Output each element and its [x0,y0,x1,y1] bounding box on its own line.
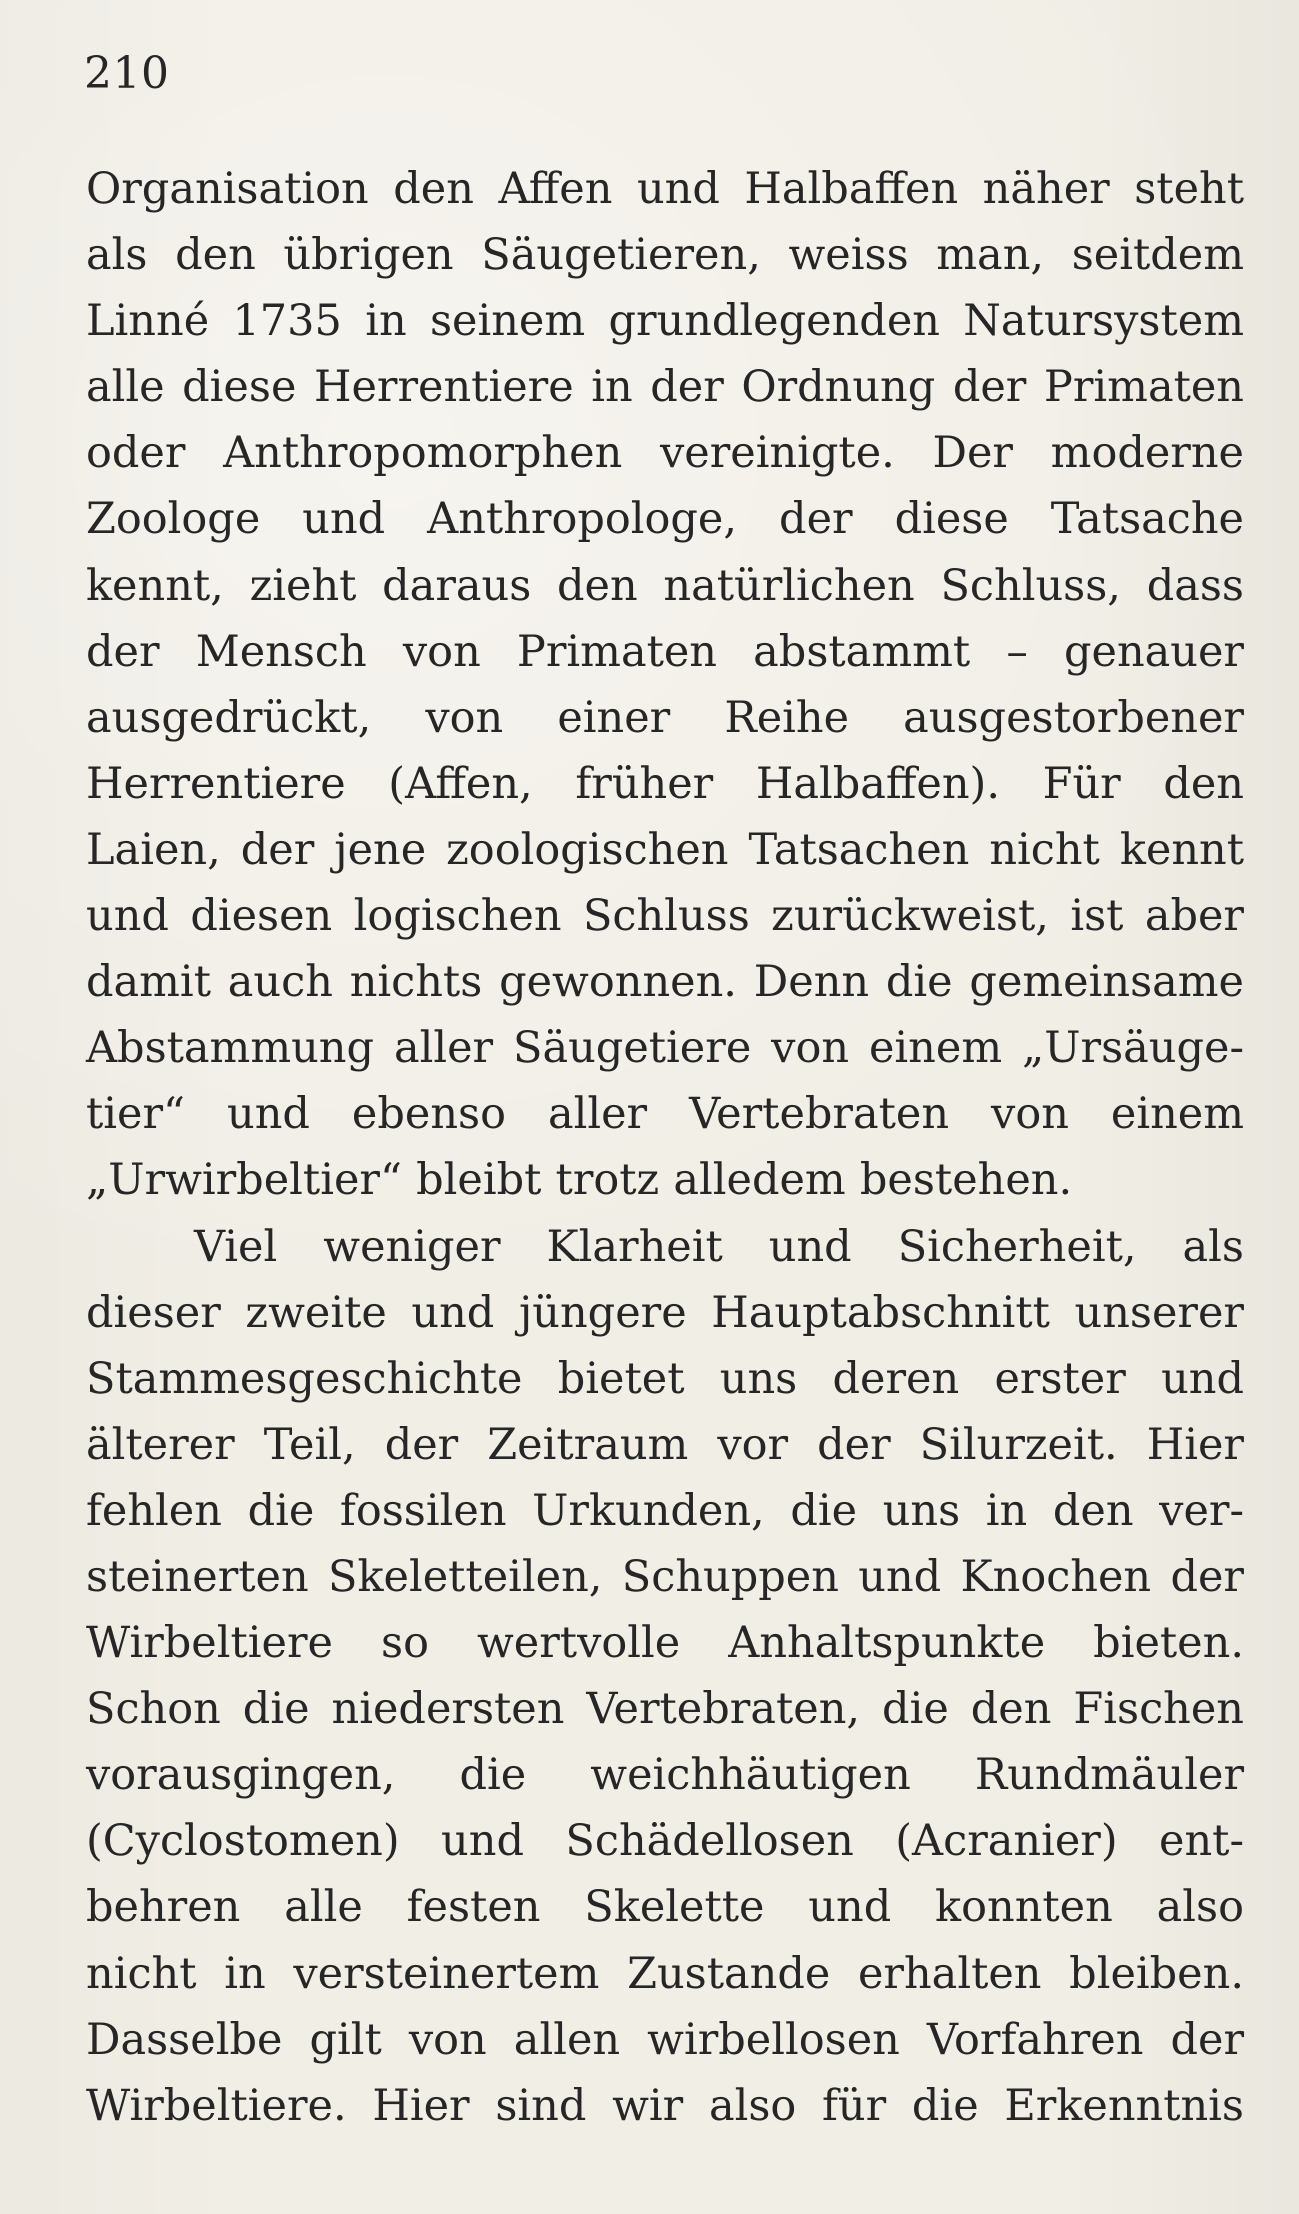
text-line: Herrentiere (Affen, früher Halbaffen). Für den [86,758,1244,809]
text-line: Wirbeltiere so wertvolle Anhaltspunkte bieten. [86,1618,1244,1669]
text-line: behren alle festen Skelette und konnten also [86,1882,1244,1933]
text-line: Abstammung aller Säugetiere von einem „Ursäuge- [86,1023,1244,1074]
text-line: „Urwirbeltier“ bleibt trotz alledem bestehen. [86,1155,1073,1206]
text-line: älterer Teil, der Zeitraum vor der Silurzeit. Hier [86,1419,1244,1470]
text-line: Linné 1735 in seinem grundlegenden Natursystem [86,296,1244,347]
body-text [86,156,1244,2139]
text-line: steinerten Skeletteilen, Schuppen und Knochen der [86,1551,1244,1602]
text-line: alle diese Herrentiere in der Ordnung der Primaten [86,362,1244,413]
text-line: damit auch nichts gewonnen. Denn die gemeinsame [86,957,1244,1008]
text-line: nicht in versteinertem Zustande erhalten bleiben. [86,1948,1244,1999]
paragraph-start-line: Viel weniger Klarheit und Sicherheit, als [194,1221,1244,1272]
page-number: 210 [84,48,170,99]
text-line: Zoologe und Anthropologe, der diese Tatsache [86,494,1244,545]
text-line: kennt, zieht daraus den natürlichen Schluss, dass [86,560,1244,611]
text-line: tier“ und ebenso aller Vertebraten von einem [86,1089,1244,1140]
text-line: Laien, der jene zoologischen Tatsachen nicht kennt [86,824,1244,875]
text-line: Schon die niedersten Vertebraten, die den Fischen [86,1684,1244,1735]
text-line: Dasselbe gilt von allen wirbellosen Vorfahren der [86,2014,1244,2065]
text-line: als den übrigen Säugetieren, weiss man, seitdem [86,230,1244,281]
text-line: fehlen die fossilen Urkunden, die uns in den ver- [86,1485,1244,1536]
text-line: dieser zweite und jüngere Hauptabschnitt unserer [86,1287,1244,1338]
text-line: Stammesgeschichte bietet uns deren erster und [86,1353,1244,1404]
text-line: Wirbeltiere. Hier sind wir also für die Erkenntnis [86,2080,1244,2131]
text-line: vorausgingen, die weichhäutigen Rundmäuler [86,1750,1244,1801]
text-line: ausgedrückt, von einer Reihe ausgestorbener [86,692,1244,743]
text-line: oder Anthropomorphen vereinigte. Der moderne [86,428,1244,479]
text-line: der Mensch von Primaten abstammt – genauer [86,626,1244,677]
text-line: Organisation den Affen und Halbaffen näher steht [86,164,1244,214]
text-line: (Cyclostomen) und Schädellosen (Acranier) ent- [86,1816,1244,1867]
text-line: und diesen logischen Schluss zurückweist, ist aber [86,891,1244,942]
